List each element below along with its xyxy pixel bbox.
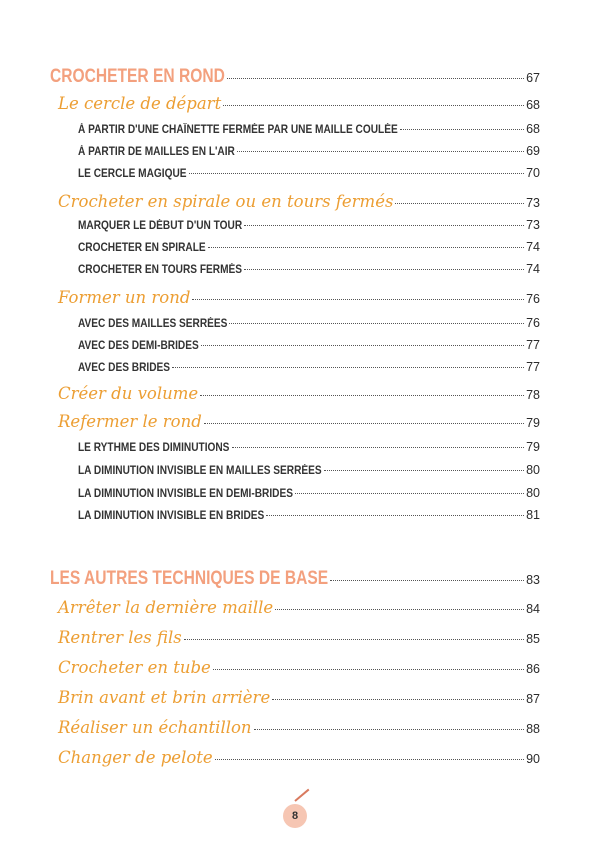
toc-entry-label: LE CERCLE MAGIQUE — [78, 168, 187, 180]
toc-entry-label: Créer du volume — [58, 384, 199, 403]
toc-entry-label: LA DIMINUTION INVISIBLE EN MAILLES SERRÉES — [78, 465, 322, 477]
dot-leader — [204, 423, 524, 424]
toc-entry-page: 78 — [526, 388, 540, 402]
toc-sub[interactable] — [78, 240, 540, 258]
toc-section[interactable] — [58, 598, 540, 622]
toc-sub[interactable] — [78, 316, 540, 334]
toc-entry-label: Le cercle de départ — [58, 94, 222, 113]
toc-entry-page: 87 — [526, 692, 540, 706]
dot-leader — [229, 323, 524, 324]
dot-leader — [324, 470, 525, 471]
toc-entry-page: 86 — [526, 662, 540, 676]
toc-entry-page: 79 — [526, 440, 540, 454]
toc-entry-label: Rentrer les fils — [58, 628, 182, 647]
dot-leader — [275, 609, 524, 610]
toc-entry-label: MARQUER LE DÉBUT D'UN TOUR — [78, 220, 243, 232]
toc-section[interactable] — [58, 192, 540, 216]
toc-section[interactable] — [58, 412, 540, 436]
toc-section[interactable] — [58, 658, 540, 682]
toc-entry-page: 73 — [526, 196, 540, 210]
toc-entry-label: Arrêter la dernière maille — [58, 598, 274, 617]
toc-entry-page: 74 — [526, 240, 540, 254]
toc-entry-page: 80 — [526, 486, 540, 500]
dot-leader — [400, 129, 524, 130]
dot-leader — [237, 151, 524, 152]
toc-entry-label: Réaliser un échantillon — [58, 718, 252, 737]
dot-leader — [395, 203, 524, 204]
toc-entry-page: 77 — [526, 360, 540, 374]
toc-section[interactable] — [58, 628, 540, 652]
toc-sub[interactable] — [78, 508, 540, 526]
toc-entry-label: Crocheter en tube — [58, 658, 211, 677]
toc-entry-label: Crocheter en spirale ou en tours fermés — [58, 192, 394, 211]
toc-sub[interactable] — [78, 262, 540, 280]
toc-entry-page: 76 — [526, 292, 540, 306]
dot-leader — [213, 669, 524, 670]
dot-leader — [184, 639, 524, 640]
toc-chapter[interactable] — [50, 568, 540, 594]
toc-section[interactable] — [58, 688, 540, 712]
toc-entry-label: AVEC DES BRIDES — [78, 362, 171, 374]
toc-section[interactable] — [58, 384, 540, 408]
dot-leader — [330, 580, 524, 581]
toc-entry-label: CROCHETER EN TOURS FERMÉS — [78, 264, 242, 276]
dot-leader — [266, 515, 524, 516]
toc-entry-page: 76 — [526, 316, 540, 330]
dot-leader — [254, 729, 525, 730]
toc-section[interactable] — [58, 748, 540, 772]
toc-sub[interactable] — [78, 122, 540, 140]
toc-entry-page: 79 — [526, 416, 540, 430]
dot-leader — [200, 395, 524, 396]
toc-entry-label: LES AUTRES TECHNIQUES DE BASE — [50, 568, 329, 589]
dot-leader — [295, 493, 524, 494]
toc-entry-label: LE RYTHME DES DIMINUTIONS — [78, 442, 230, 454]
toc-entry-page: 83 — [526, 573, 540, 587]
page-number: 8 — [283, 804, 307, 828]
toc-entry-page: 85 — [526, 632, 540, 646]
toc-entry-label: Changer de pelote — [58, 748, 213, 767]
toc-chapter[interactable] — [50, 66, 540, 92]
toc-section[interactable] — [58, 94, 540, 118]
dot-leader — [189, 173, 524, 174]
dot-leader — [227, 78, 524, 79]
toc-entry-label: AVEC DES MAILLES SERRÉES — [78, 318, 228, 330]
toc-sub[interactable] — [78, 486, 540, 504]
toc-entry-label: CROCHETER EN ROND — [50, 66, 225, 87]
dot-leader — [232, 447, 525, 448]
toc-entry-label: Brin avant et brin arrière — [58, 688, 271, 707]
toc-entry-page: 84 — [526, 602, 540, 616]
toc-entry-label: À PARTIR DE MAILLES EN L'AIR — [78, 146, 235, 158]
toc-sub[interactable] — [78, 440, 540, 458]
toc-entry-label: Former un rond — [58, 288, 191, 307]
toc-section[interactable] — [58, 288, 540, 312]
toc-entry-page: 81 — [526, 508, 540, 522]
toc-entry-page: 90 — [526, 752, 540, 766]
toc-entry-page: 68 — [526, 122, 540, 136]
toc-entry-page: 69 — [526, 144, 540, 158]
dot-leader — [272, 699, 524, 700]
dot-leader — [215, 759, 524, 760]
toc-entry-page: 70 — [526, 166, 540, 180]
dot-leader — [192, 299, 524, 300]
toc-entry-page: 80 — [526, 463, 540, 477]
toc-entry-page: 88 — [526, 722, 540, 736]
toc-entry-page: 67 — [526, 71, 540, 85]
toc-entry-label: LA DIMINUTION INVISIBLE EN BRIDES — [78, 510, 265, 522]
toc-entry-label: AVEC DES DEMI-BRIDES — [78, 340, 199, 352]
toc-sub[interactable] — [78, 360, 540, 378]
dot-leader — [208, 247, 524, 248]
dot-leader — [172, 367, 524, 368]
toc-sub[interactable] — [78, 463, 540, 481]
toc-section[interactable] — [58, 718, 540, 742]
toc-entry-label: Refermer le rond — [58, 412, 202, 431]
toc-sub[interactable] — [78, 144, 540, 162]
toc-sub[interactable] — [78, 166, 540, 184]
dot-leader — [244, 225, 524, 226]
toc-entry-label: LA DIMINUTION INVISIBLE EN DEMI-BRIDES — [78, 488, 293, 500]
toc-entry-label: À PARTIR D'UNE CHAÎNETTE FERMÉE PAR UNE MAILLE COULÉE — [78, 124, 398, 136]
dot-leader — [201, 345, 524, 346]
toc-entry-page: 68 — [526, 98, 540, 112]
toc-entry-page: 77 — [526, 338, 540, 352]
toc-sub[interactable] — [78, 218, 540, 236]
toc-sub[interactable] — [78, 338, 540, 356]
toc-entry-page: 73 — [526, 218, 540, 232]
toc-entry-page: 74 — [526, 262, 540, 276]
dot-leader — [244, 269, 524, 270]
toc-entry-label: CROCHETER EN SPIRALE — [78, 242, 206, 254]
dot-leader — [223, 105, 524, 106]
